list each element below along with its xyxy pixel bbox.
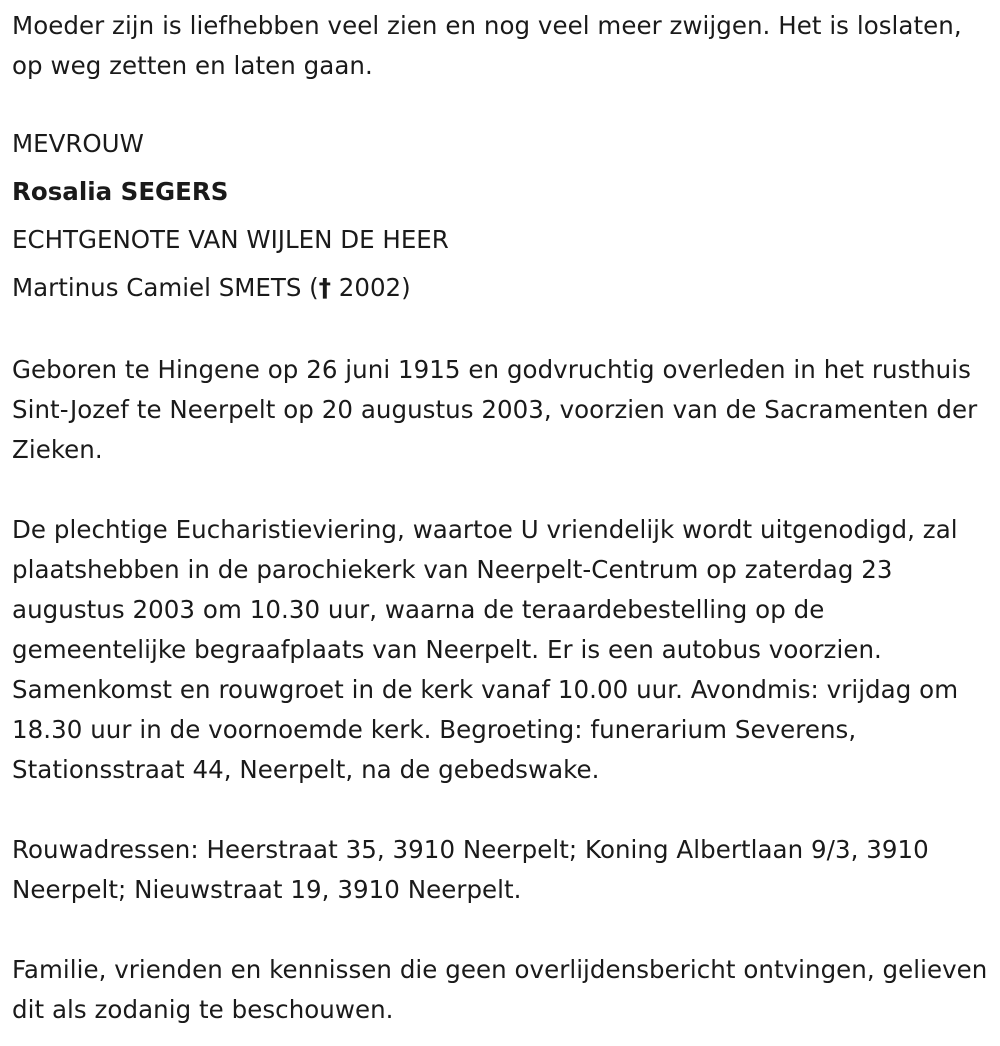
spacer <box>12 312 994 350</box>
intro-paragraph: Moeder zijn is liefhebben veel zien en nog veel meer zwijgen. Het is loslaten, op weg zetten en laten gaan. <box>12 11 962 80</box>
deceased-name: Rosalia SEGERS <box>12 177 229 206</box>
spouse-name: Martinus Camiel SMETS ( <box>12 273 319 302</box>
closing-paragraph: Familie, vrienden en kennissen die geen overlijdensbericht ontvingen, gelieven dit als zodanig te beschouwen. <box>12 955 988 1024</box>
title-line: MEVROUW <box>12 129 144 158</box>
obituary-document <box>12 6 994 1030</box>
spouse-year: 2002) <box>331 273 411 302</box>
cross-icon: † <box>318 273 331 302</box>
spacer <box>12 470 994 510</box>
spouse-label: ECHTGENOTE VAN WIJLEN DE HEER <box>12 225 449 254</box>
ceremony-paragraph: De plechtige Eucharistieviering, waartoe U vriendelijk wordt uitgenodigd, zal plaatshebben in de parochiekerk van Neerpelt-Centrum op zaterdag 23 augustus 2003 om 10.30 uur, waarna de teraardebestelling op de gemeentelijke begraafplaats van Neerpelt. Er is een autobus voorzien. Samenkomst en rouwgroet in de kerk vanaf 10.00 uur. Avondmis: vrijdag om 18.30 uur in de voornoemde kerk. Begroeting: funerarium Severens, Stationsstraat 44, Neerpelt, na de gebedswake. <box>12 515 959 784</box>
addresses-paragraph: Rouwadressen: Heerstraat 35, 3910 Neerpelt; Koning Albertlaan 9/3, 3910 Neerpelt; Nieuwstraat 19, 3910 Neerpelt. <box>12 835 929 904</box>
spacer <box>12 910 994 950</box>
spouse-name-line <box>12 264 994 312</box>
birth-death-paragraph: Geboren te Hingene op 26 juni 1915 en godvruchtig overleden in het rusthuis Sint-Jozef te Neerpelt op 20 augustus 2003, voorzien van de Sacramenten der Zieken. <box>12 355 978 464</box>
spacer <box>12 790 994 830</box>
